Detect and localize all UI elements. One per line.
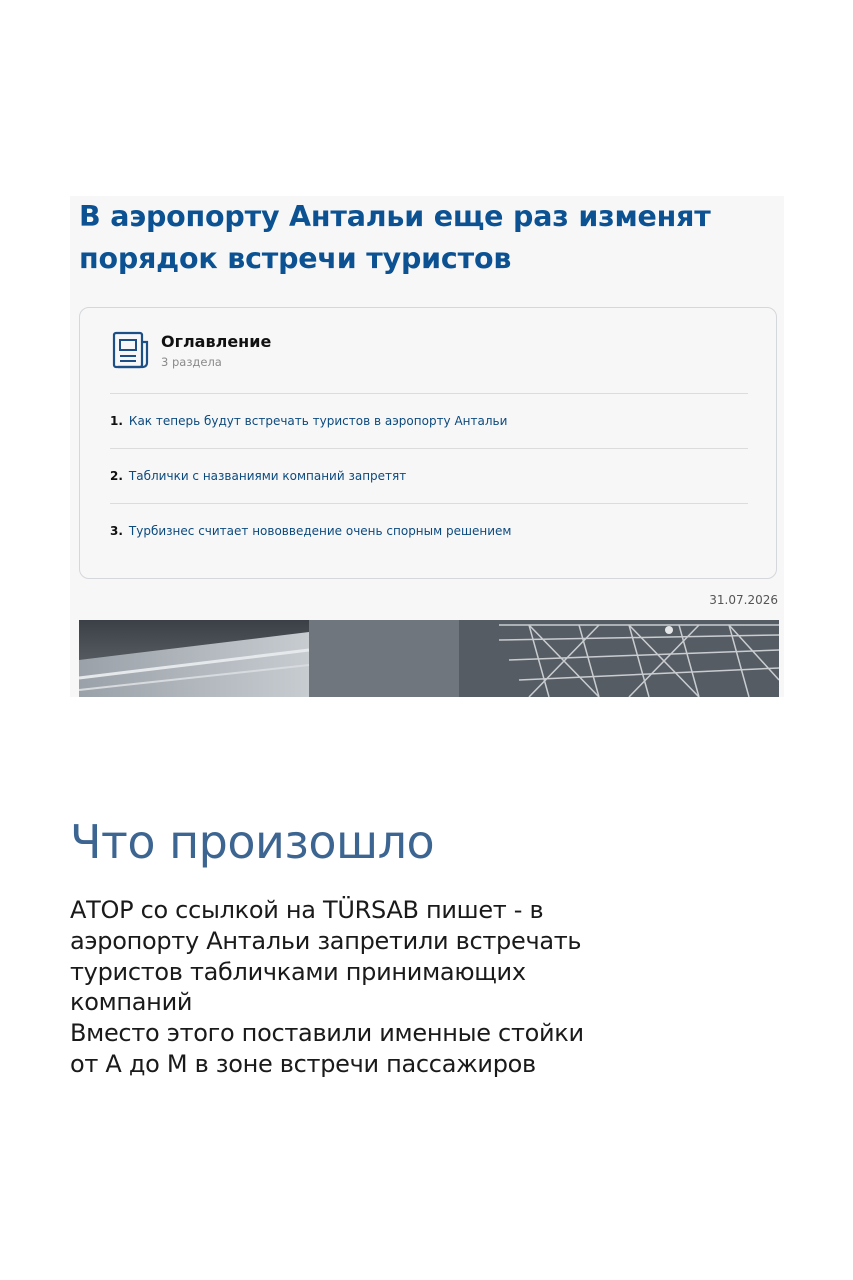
toc-item-link[interactable]: Турбизнес считает нововведение очень спорным решением <box>128 524 512 538</box>
article-title: В аэропорту Антальи еще раз изменят порядок встречи туристов <box>79 200 711 275</box>
toc-item-3[interactable] <box>110 503 748 558</box>
table-of-contents <box>79 307 777 579</box>
body-line: Вместо этого поставили именные стойки <box>70 1019 584 1048</box>
toc-section-count: 3 раздела <box>161 355 222 369</box>
toc-item-link[interactable]: Таблички с названиями компаний запретят <box>128 469 407 483</box>
toc-item-number: 1. <box>110 414 123 428</box>
article-date: 31.07.2026 <box>709 593 778 607</box>
toc-heading: Оглавление <box>161 332 272 351</box>
article-screenshot <box>70 196 784 697</box>
section-body <box>70 895 770 1080</box>
body-line: аэропорту Антальи запретили встречать <box>70 926 582 955</box>
body-line: АТОР со ссылкой на TÜRSAB пишет - в <box>70 896 544 924</box>
section-title: Что произошло <box>70 815 435 869</box>
toc-item-1[interactable] <box>110 393 748 448</box>
body-line: компаний <box>70 988 193 1017</box>
body-line: от А до М в зоне встречи пассажиров <box>70 1049 536 1078</box>
toc-list <box>110 393 748 558</box>
toc-item-number: 2. <box>110 469 123 483</box>
toc-item-link[interactable]: Как теперь будут встречать туристов в аэропорту Антальи <box>128 414 508 428</box>
newspaper-icon <box>111 330 151 370</box>
airport-photo <box>79 620 779 697</box>
body-line: туристов табличками принимающих <box>70 957 526 986</box>
toc-item-number: 3. <box>110 524 123 538</box>
toc-item-2[interactable] <box>110 448 748 503</box>
